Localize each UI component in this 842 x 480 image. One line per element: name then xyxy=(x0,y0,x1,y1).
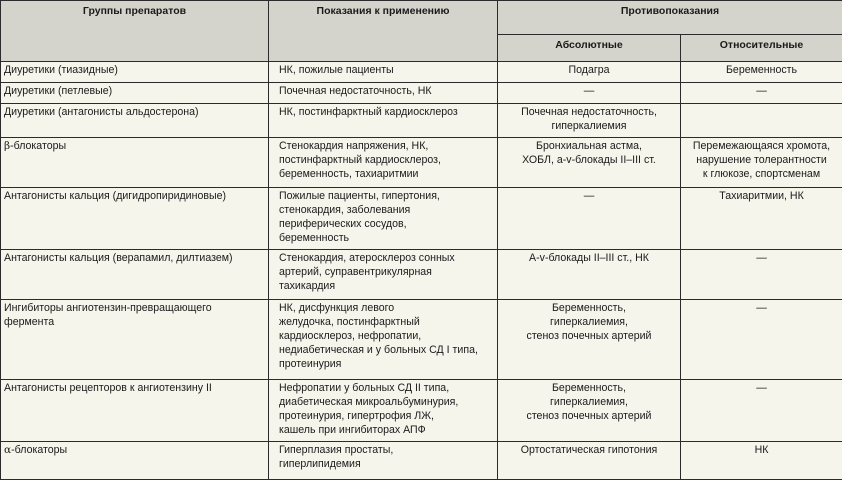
indications-text: НК, постинфарктный кардиосклероз xyxy=(279,105,493,119)
table-row xyxy=(1,62,842,83)
indications-text: тахикардия xyxy=(279,279,493,293)
absolute-contra-text: — xyxy=(502,189,676,203)
absolute-contra-cell xyxy=(498,104,681,138)
absolute-contra-cell xyxy=(498,188,681,250)
alpha-symbol: α xyxy=(4,444,11,456)
indications-text: Стенокардия напряжения, НК, xyxy=(279,139,493,153)
indications-text: кашель при ингибиторах АПФ xyxy=(279,423,493,437)
absolute-contra-text: гиперкалиемия xyxy=(502,119,676,133)
indications-text: Почечная недостаточность, НК xyxy=(279,84,493,98)
absolute-contra-cell xyxy=(498,138,681,188)
drug-group-cell xyxy=(1,62,269,83)
relative-contra-text: — xyxy=(685,251,838,265)
table-row xyxy=(1,138,842,188)
indications-cell xyxy=(269,83,498,104)
absolute-contra-text: ХОБЛ, а-v-блокады II–III ст. xyxy=(502,153,676,167)
indications-cell xyxy=(269,62,498,83)
indications-text: беременность xyxy=(279,231,493,245)
absolute-contra-cell xyxy=(498,380,681,442)
absolute-contra-cell xyxy=(498,300,681,380)
beta-symbol: β xyxy=(4,140,10,152)
header-indications: Показания к применению xyxy=(269,1,498,62)
indications-text: кардиосклероз, нефропатии, xyxy=(279,329,493,343)
table-row xyxy=(1,104,842,138)
relative-contra-cell xyxy=(681,380,842,442)
relative-contra-text: к глюкозе, спортсменам xyxy=(685,167,838,181)
drug-group-text: Антагонисты кальция (верапамил, дилтиазем) xyxy=(4,251,264,265)
header-absolute: Абсолютные xyxy=(498,35,681,62)
relative-contra-cell xyxy=(681,188,842,250)
relative-contra-text: — xyxy=(685,84,838,98)
table-row xyxy=(1,188,842,250)
indications-cell xyxy=(269,138,498,188)
indications-text: артерий, суправентрикулярная xyxy=(279,265,493,279)
drug-group-cell xyxy=(1,250,269,300)
drug-group-cell xyxy=(1,188,269,250)
indications-text: недиабетическая и у больных СД I типа, xyxy=(279,343,493,357)
header-contraindications: Противопоказания xyxy=(498,1,842,35)
indications-cell xyxy=(269,250,498,300)
absolute-contra-text: стеноз почечных артерий xyxy=(502,329,676,343)
absolute-contra-text: Беременность, xyxy=(502,301,676,315)
indications-text: гиперлипидемия xyxy=(279,457,493,471)
absolute-contra-text: Почечная недостаточность, xyxy=(502,105,676,119)
relative-contra-text: Беременность xyxy=(685,63,838,77)
drug-group-text: Диуретики (антагонисты альдостерона) xyxy=(4,105,264,119)
table-row xyxy=(1,300,842,380)
indications-cell xyxy=(269,104,498,138)
relative-contra-text: Перемежающаяся хромота, xyxy=(685,139,838,153)
drug-group-text: Диуретики (тиазидные) xyxy=(4,63,264,77)
table-row xyxy=(1,250,842,300)
indications-text: НК, дисфункция левого xyxy=(279,301,493,315)
table-row xyxy=(1,83,842,104)
relative-contra-text: нарушение толерантности xyxy=(685,153,838,167)
indications-text: НК, пожилые пациенты xyxy=(279,63,493,77)
absolute-contra-text: Беременность, xyxy=(502,381,676,395)
drug-group-text: -блокаторы xyxy=(10,140,66,152)
absolute-contra-text: гиперкалиемия, xyxy=(502,395,676,409)
drug-group-text: Ингибиторы ангиотензин-превращающего xyxy=(4,301,264,315)
indications-text: беременность, тахиаритмии xyxy=(279,167,493,181)
drug-group-cell xyxy=(1,138,269,188)
drug-group-text: Диуретики (петлевые) xyxy=(4,84,264,98)
absolute-contra-cell xyxy=(498,83,681,104)
relative-contra-text: — xyxy=(685,381,838,395)
table-body xyxy=(1,62,842,480)
drug-group-text: фермента xyxy=(4,315,264,329)
indications-text: диабетическая микроальбуминурия, xyxy=(279,395,493,409)
indications-text: стенокардия, заболевания xyxy=(279,203,493,217)
relative-contra-text: НК xyxy=(685,443,838,457)
absolute-contra-cell xyxy=(498,62,681,83)
indications-text: Гиперплазия простаты, xyxy=(279,443,493,457)
absolute-contra-text: стеноз почечных артерий xyxy=(502,409,676,423)
absolute-contra-text: Ортостатическая гипотония xyxy=(502,443,676,457)
drug-group-cell xyxy=(1,300,269,380)
relative-contra-cell xyxy=(681,250,842,300)
relative-contra-text: — xyxy=(685,301,838,315)
indications-text: Стенокардия, атеросклероз сонных xyxy=(279,251,493,265)
absolute-contra-text: Подагра xyxy=(502,63,676,77)
drug-group-cell xyxy=(1,380,269,442)
indications-text: периферических сосудов, xyxy=(279,217,493,231)
relative-contra-cell xyxy=(681,300,842,380)
drug-group-text: Антагонисты кальция (дигидропиридиновые) xyxy=(4,189,264,203)
indications-text: желудочка, постинфарктный xyxy=(279,315,493,329)
indications-cell xyxy=(269,300,498,380)
indications-text: Нефропатии у больных СД II типа, xyxy=(279,381,493,395)
absolute-contra-text: гиперкалиемия, xyxy=(502,315,676,329)
relative-contra-cell xyxy=(681,138,842,188)
drug-group-text: Антагонисты рецепторов к ангиотензину II xyxy=(4,381,264,395)
relative-contra-cell xyxy=(681,104,842,138)
relative-contra-text: Тахиаритмии, НК xyxy=(685,189,838,203)
drug-group-text: -блокаторы xyxy=(11,444,67,456)
header-drug-groups: Группы препаратов xyxy=(1,1,269,62)
absolute-contra-text: — xyxy=(502,84,676,98)
indications-text: Пожилые пациенты, гипертония, xyxy=(279,189,493,203)
absolute-contra-cell xyxy=(498,250,681,300)
header-relative: Относительные xyxy=(681,35,842,62)
relative-contra-cell xyxy=(681,62,842,83)
indications-text: протеинурия, гипертрофия ЛЖ, xyxy=(279,409,493,423)
absolute-contra-text: A-v-блокады II–III ст., НК xyxy=(502,251,676,265)
indications-text: протеинурия xyxy=(279,357,493,371)
drug-group-cell xyxy=(1,83,269,104)
indications-cell xyxy=(269,188,498,250)
relative-contra-cell xyxy=(681,83,842,104)
indications-cell xyxy=(269,380,498,442)
indications-text: постинфарктный кардиосклероз, xyxy=(279,153,493,167)
table-row xyxy=(1,380,842,442)
drug-group-cell xyxy=(1,104,269,138)
absolute-contra-text: Бронхиальная астма, xyxy=(502,139,676,153)
